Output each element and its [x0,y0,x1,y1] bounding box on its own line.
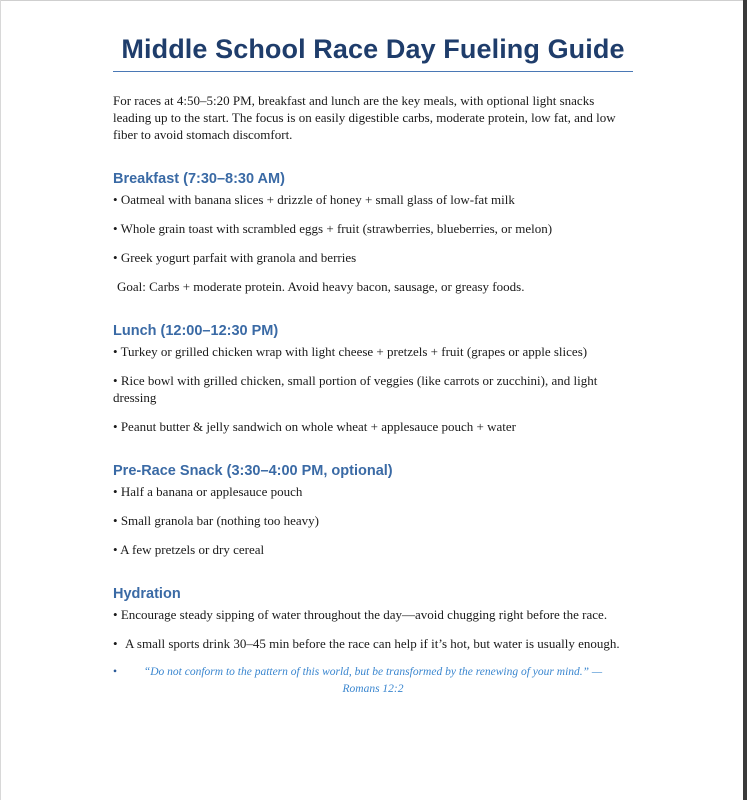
snack-item-2: • Small granola bar (nothing too heavy) [113,513,320,528]
page-edge-right [743,0,747,800]
bullet-icon: • [113,513,118,528]
lunch-item-1: • Turkey or grilled chicken wrap with light cheese + pretzels + fruit (grapes or apple slices) [113,344,588,359]
lunch-item-3: • Peanut butter & jelly sandwich on whole wheat + applesauce pouch + water [113,419,516,434]
snack-item-1: • Half a banana or applesauce pouch [113,484,303,499]
breakfast-item-3: • Greek yogurt parfait with granola and berries [113,250,357,265]
bullet-icon: • [113,607,118,622]
lunch-item-2: • Rice bowl with grilled chicken, small portion of veggies (like carrots or zucchini), and light dressing [113,373,598,405]
scripture-quote [113,664,633,698]
breakfast-heading: Breakfast (7:30–8:30 AM) [113,171,285,187]
document-page [113,30,633,698]
hydration-item-1: • Encourage steady sipping of water throughout the day—avoid chugging right before the race. [113,607,608,622]
breakfast-goal: Goal: Carbs + moderate protein. Avoid heavy bacon, sausage, or greasy foods. [117,279,525,294]
bullet-icon: • [113,221,118,236]
snack-item-3: • A few pretzels or dry cereal [113,542,265,557]
breakfast-item-1: • Oatmeal with banana slices + drizzle of honey + small glass of low-fat milk [113,192,515,207]
bullet-icon: • [113,542,118,557]
title-underline [113,71,633,72]
bullet-icon: • [113,192,118,207]
bullet-icon: • [113,636,118,651]
bullet-icon: • [113,419,118,434]
hydration-item-2: • A small sports drink 30–45 min before the race can help if it’s hot, but water is usually enough. [113,636,620,651]
bullet-icon: • [113,484,118,499]
bullet-icon: • [113,373,118,388]
document-title: Middle School Race Day Fueling Guide [121,34,625,64]
breakfast-item-2: • Whole grain toast with scrambled eggs + fruit (strawberries, blueberries, or melon) [113,221,553,236]
page-edge-top [0,0,747,1]
bullet-icon: • [113,250,118,265]
page-edge-left [0,0,1,800]
bullet-icon: • [113,666,118,678]
lunch-heading: Lunch (12:00–12:30 PM) [113,323,279,339]
hydration-heading: Hydration [113,586,181,602]
snack-heading: Pre-Race Snack (3:30–4:00 PM, optional) [113,463,393,479]
intro-paragraph: For races at 4:50–5:20 PM, breakfast and lunch are the key meals, with optional light snacks leading up to the start. The focus is on easily digestible carbs, moderate protein, low fat, and low fiber to avoid stomach discomfort. [113,93,616,142]
scripture-quote-text: “Do not conform to the pattern of this world, but be transformed by the renewing of your mind.” — Romans 12:2 [143,666,603,695]
bullet-icon: • [113,344,118,359]
